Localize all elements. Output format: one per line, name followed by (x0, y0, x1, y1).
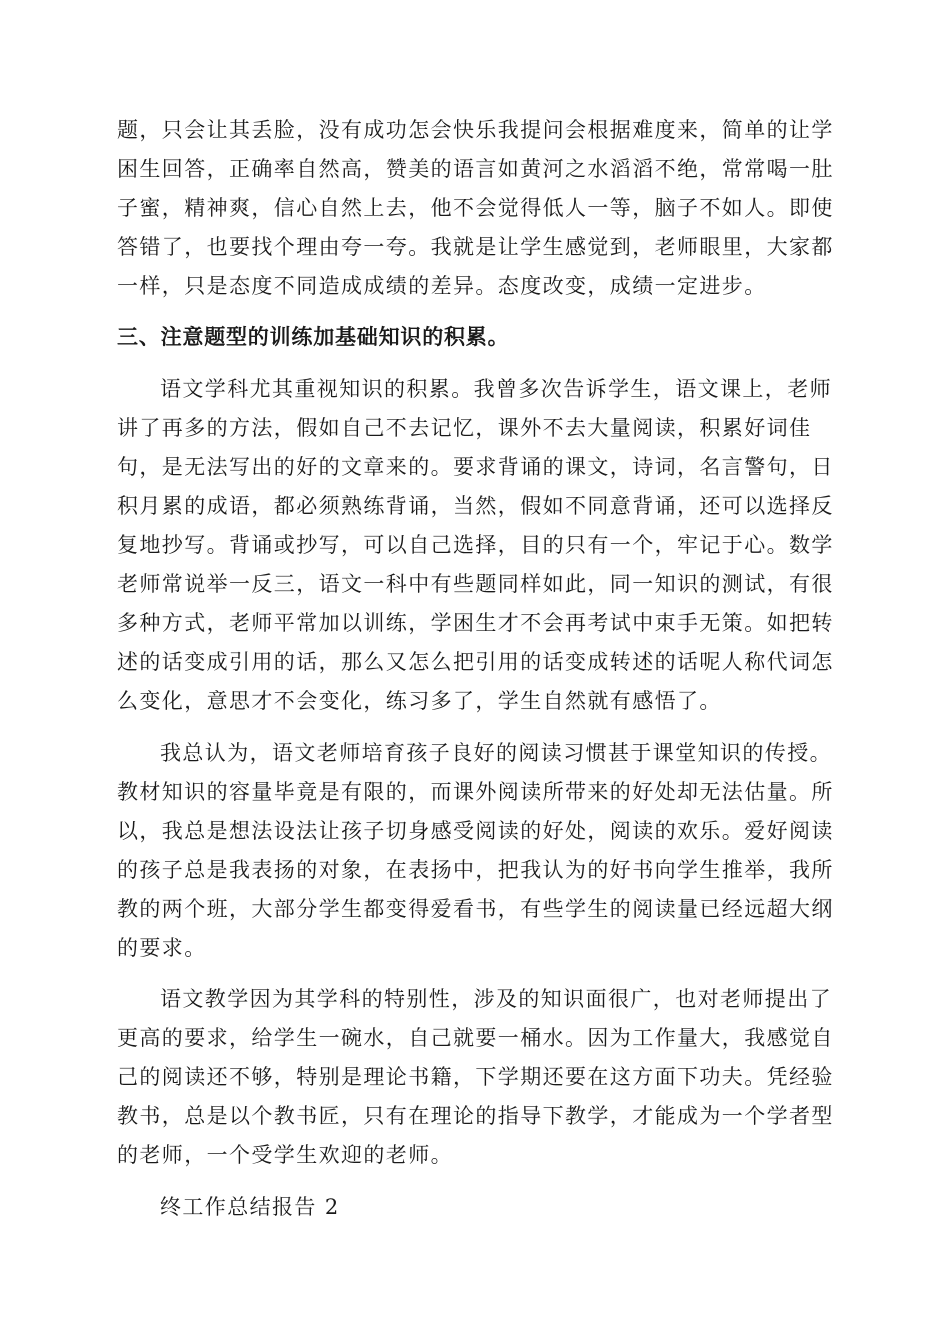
paragraph-4-line-1: 语文教学因为其学科的特别性，涉及的知识面很广，也对老师提出了 (160, 987, 832, 1011)
paragraph-2-line-6: 老师常说举一反三，语文一科中有些题同样如此，同一知识的测试，有很 (117, 572, 834, 596)
paragraph-4-line-4: 教书，总是以个教书匠，只有在理论的指导下教学，才能成为一个学者型 (117, 1104, 834, 1128)
section-heading: 三、注意题型的训练加基础知识的积累。 (117, 325, 510, 349)
paragraph-3-line-2: 教材知识的容量毕竟是有限的，而课外阅读所带来的好处却无法估量。所 (117, 780, 834, 804)
paragraph-1-line-4: 答错了，也要找个理由夸一夸。我就是让学生感觉到，老师眼里，大家都 (117, 235, 834, 259)
paragraph-3-line-4: 的孩子总是我表扬的对象，在表扬中，把我认为的好书向学生推举，我所 (117, 858, 834, 882)
paragraph-2-line-4: 积月累的成语，都必须熟练背诵，当然，假如不同意背诵，还可以选择反 (117, 494, 834, 518)
paragraph-1-line-1: 题，只会让其丢脸，没有成功怎会快乐我提问会根据难度来，简单的让学 (117, 118, 834, 142)
paragraph-2-line-7: 多种方式，老师平常加以训练，学困生才不会再考试中束手无策。如把转 (117, 611, 834, 635)
paragraph-3-line-3: 以，我总是想法设法让孩子切身感受阅读的好处，阅读的欢乐。爱好阅读 (117, 819, 834, 843)
report-title-2: 终工作总结报告 2 (160, 1195, 340, 1219)
paragraph-2-line-8: 述的话变成引用的话，那么又怎么把引用的话变成转述的话呢人称代词怎 (117, 650, 834, 674)
paragraph-2-line-1: 语文学科尤其重视知识的积累。我曾多次告诉学生，语文课上，老师 (160, 377, 832, 401)
paragraph-3-line-1: 我总认为，语文老师培育孩子良好的阅读习惯甚于课堂知识的传授。 (160, 741, 832, 765)
paragraph-4-line-3: 己的阅读还不够，特别是理论书籍，下学期还要在这方面下功夫。凭经验 (117, 1065, 834, 1089)
paragraph-2-line-3: 句，是无法写出的好的文章来的。要求背诵的课文，诗词，名言警句，日 (117, 455, 834, 479)
paragraph-4-line-2: 更高的要求，给学生一碗水，自己就要一桶水。因为工作量大，我感觉自 (117, 1026, 834, 1050)
paragraph-2-line-2: 讲了再多的方法，假如自己不去记忆，课外不去大量阅读，积累好词佳 (117, 416, 812, 440)
paragraph-3-line-5: 教的两个班，大部分学生都变得爱看书，有些学生的阅读量已经远超大纲 (117, 897, 834, 921)
paragraph-1-line-5: 一样，只是态度不同造成成绩的差异。态度改变，成绩一定进步。 (117, 274, 767, 298)
paragraph-4-line-5: 的老师，一个受学生欢迎的老师。 (117, 1143, 453, 1167)
paragraph-2-line-5: 复地抄写。背诵或抄写，可以自己选择，目的只有一个，牢记于心。数学 (117, 533, 834, 557)
paragraph-3-line-6: 的要求。 (117, 936, 207, 960)
paragraph-1-line-2: 困生回答，正确率自然高，赞美的语言如黄河之水滔滔不绝，常常喝一肚 (117, 157, 834, 181)
paragraph-1-line-3: 子蜜，精神爽，信心自然上去，他不会觉得低人一等，脑子不如人。即使 (117, 196, 834, 220)
paragraph-2-line-9: 么变化，意思才不会变化，练习多了，学生自然就有感悟了。 (117, 689, 722, 713)
